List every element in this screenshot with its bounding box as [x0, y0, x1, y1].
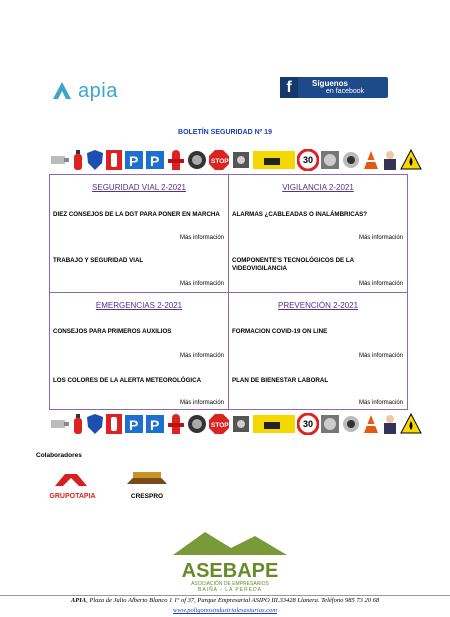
section-heading-emergencias[interactable]: EMERGENCIAS 2-2021: [95, 301, 183, 310]
asebape-sub2: BAIÑA - LA PEREDA: [198, 587, 262, 593]
crespro-emblem-icon: [123, 462, 171, 488]
traffic-cone-icon: [362, 412, 380, 436]
svg-text:STOP: STOP: [211, 158, 229, 165]
section-heading-prevencion[interactable]: PREVENCIÓN 2-2021: [277, 301, 359, 310]
asebape-sub1: ASOCIACIÓN DE EMPRESARIOS: [191, 581, 269, 587]
parking-icon: [145, 412, 165, 436]
footer-org: APIA: [70, 597, 87, 604]
traffic-cone-icon: [362, 148, 380, 172]
more-info-link[interactable]: Más información: [179, 400, 224, 406]
svg-text:P: P: [129, 153, 139, 169]
extinguisher-icon: [71, 148, 85, 172]
collaborators-label: Colaboradores: [36, 452, 82, 459]
item-title[interactable]: FORMACION COVID-19 ON LINE: [232, 328, 328, 335]
apia-logo-text: apia: [78, 79, 118, 102]
bulletin-title: BOLETÍN SEGURIDAD Nº 19: [178, 129, 272, 136]
video-surveillance-sign-icon: [252, 412, 296, 436]
vault-icon: [320, 148, 340, 172]
grupotapia-mark-icon: [45, 470, 100, 488]
sections-grid: [49, 174, 408, 410]
alarm-panel-icon: [231, 412, 251, 436]
camera-icon: [50, 412, 70, 436]
apia-triangle-icon: [52, 81, 72, 101]
parking-icon: [124, 412, 144, 436]
asebape-name: ASEBAPE: [181, 560, 279, 582]
parking-icon: [124, 148, 144, 172]
icon-strip-top: [50, 148, 408, 174]
grupotapia-text: GRUPOTAPIA: [49, 493, 96, 500]
item-title[interactable]: CONSEJOS PARA PRIMEROS AUXILIOS: [53, 328, 172, 335]
speed-limit-icon: [297, 412, 319, 436]
camera-dome-icon: [341, 412, 361, 436]
hydrant-icon: [166, 148, 186, 172]
section-heading-vigilancia[interactable]: VIGILANCIA 2-2021: [282, 183, 354, 192]
grupotapia-logo[interactable]: [45, 470, 100, 498]
more-info-link[interactable]: Más información: [358, 400, 403, 406]
facebook-icon: f: [280, 77, 298, 98]
more-info-link[interactable]: Más información: [179, 235, 224, 241]
fire-extinguisher-icon: [105, 412, 123, 436]
speed-limit-value: 30: [302, 155, 313, 165]
guard-icon: [381, 412, 399, 436]
footer-website-link[interactable]: www.poligonosindustrialesasturias.com: [173, 607, 277, 614]
fire-warning-icon: [400, 412, 422, 436]
crespro-text: CRESPRO: [130, 493, 164, 500]
asebape-logo[interactable]: [165, 530, 295, 593]
footer-address-text: , Plaza de Julio Alberto Blanco 1 1º of 37, Parque Empresarial ASIPO III.33428 Llanera. Teléfono 985 73 20 68: [86, 597, 380, 604]
more-info-link[interactable]: Más información: [358, 235, 403, 241]
crespro-logo[interactable]: [123, 462, 171, 500]
footer-divider: [0, 595, 450, 596]
more-info-link[interactable]: Más información: [179, 353, 224, 359]
asebape-mountain-icon: [165, 530, 295, 556]
alarm-panel-icon: [231, 148, 251, 172]
svg-text:P: P: [150, 417, 160, 433]
svg-text:P: P: [150, 153, 160, 169]
video-surveillance-sign-icon: [252, 148, 296, 172]
svg-text:P: P: [129, 417, 139, 433]
facebook-button[interactable]: [280, 77, 388, 98]
extinguisher-icon: [71, 412, 85, 436]
police-shield-icon: [86, 412, 104, 436]
more-info-link[interactable]: Más información: [358, 353, 403, 359]
icon-strip-bottom: [50, 412, 408, 438]
footer-address: [0, 597, 450, 604]
safe-icon: [187, 148, 207, 172]
stop-sign-icon: [208, 412, 230, 436]
more-info-link[interactable]: Más información: [179, 281, 224, 287]
facebook-line1: Síguenos: [312, 78, 349, 88]
hydrant-icon: [166, 412, 186, 436]
more-info-link[interactable]: Más información: [358, 281, 403, 287]
safe-icon: [187, 412, 207, 436]
section-heading-seguridad-vial[interactable]: SEGURIDAD VIAL 2-2021: [92, 183, 186, 192]
item-title[interactable]: COMPONENTE'S TECNOLÓGICOS DE LA VIDEOVIGILANCIA: [232, 257, 354, 272]
fire-warning-icon: [400, 148, 422, 172]
police-shield-icon: [86, 148, 104, 172]
svg-text:STOP: STOP: [211, 422, 229, 429]
item-title[interactable]: DIEZ CONSEJOS DE LA DGT PARA PONER EN MARCHA: [53, 211, 220, 218]
item-title[interactable]: TRABAJO Y SEGURIDAD VIAL: [53, 257, 144, 264]
guard-icon: [381, 148, 399, 172]
item-title[interactable]: ALARMAS ¿CABLEADAS O INALÁMBRICAS?: [232, 211, 368, 218]
vault-icon: [320, 412, 340, 436]
apia-logo[interactable]: [52, 78, 122, 104]
camera-icon: [50, 148, 70, 172]
speed-limit-value: 30: [302, 419, 313, 429]
fire-extinguisher-icon: [105, 148, 123, 172]
parking-icon: [145, 148, 165, 172]
camera-dome-icon: [341, 148, 361, 172]
item-title[interactable]: PLAN DE BIENESTAR LABORAL: [232, 377, 329, 384]
stop-sign-icon: [208, 148, 230, 172]
item-title[interactable]: LOS COLORES DE LA ALERTA METEOROLÓGICA: [53, 377, 202, 384]
facebook-line2: en facebook: [326, 87, 365, 95]
speed-limit-icon: [297, 148, 319, 172]
